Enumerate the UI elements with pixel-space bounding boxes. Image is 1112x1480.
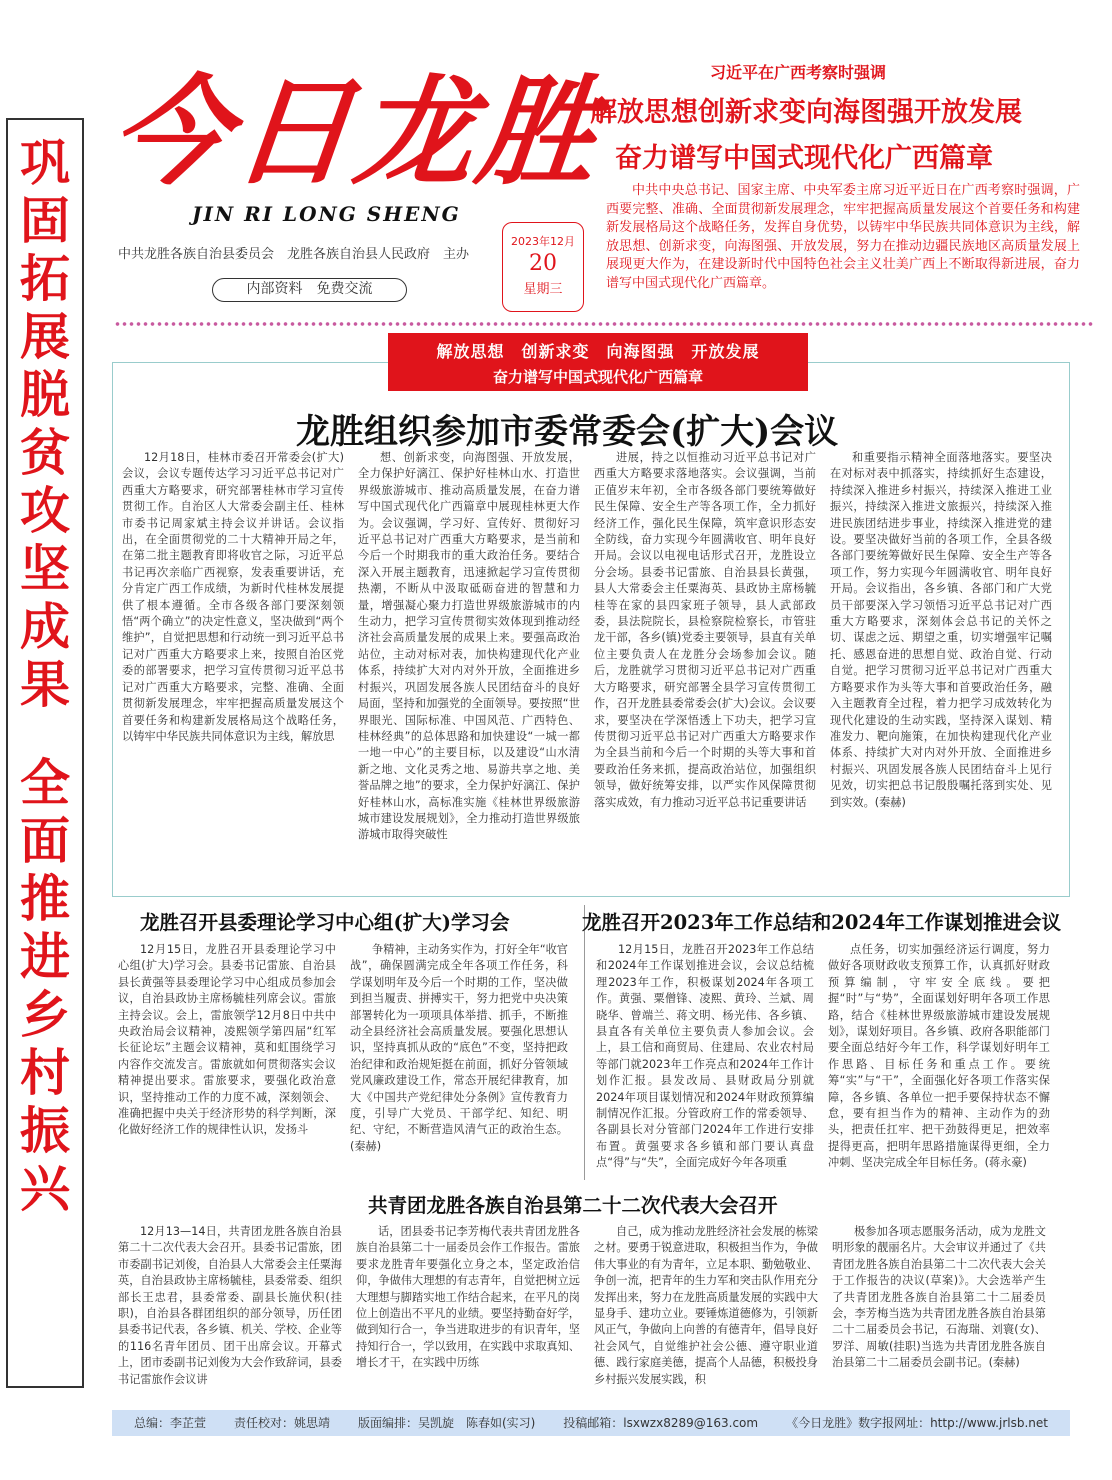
paragraph: 极参加各项志愿服务活动，成为龙胜文明形象的靓丽名片。大会审议并通过了《共青团龙胜各族自治县第二十二次代表大会关于工作报告的决议(草案)》。大会选举产生了共青团龙胜各族自治县第二十二届委员会，李芳梅当选为共青团龙胜各族自治县第二十二届委员会书记，石海瑞、刘寰(女)、罗洋、周敏(挂职)当选为共青团龙胜各族自治县第二十二届委员会副书记。(秦赫) <box>832 1225 1046 1370</box>
work-summary-body <box>596 942 1050 1184</box>
work-summary-title[interactable]: 龙胜召开2023年工作总结和2024年工作谋划推进会议 <box>582 911 1062 934</box>
paragraph: 12月18日，桂林市委召开常委会(扩大)会议，会议专题传达学习习近平总书记对广西重大方略要求，研究部署桂林市学习宣传贯彻工作。自治区人大常委会副主任、桂林市委书记周家斌主持会议并讲话。会议指出，在全面贯彻党的二十大精神开局之年，在第二批主题教育即将收官之际，习近平总书记再次亲临广西视察，发表重要讲话，充分肯定广西工作成绩，为新时代桂林发展提供了根本遵循。全市各级各部门要深刻领悟“两个确立”的决定性意义，坚决做到“两个维护”，自觉把思想和行动统一到习近平总书记对广西重大方略要求上来，按照自治区党委的部署要求，把学习宣传贯彻习近平总书记对广西重大方略要求，完整、准确、全面贯彻新发展理念，牢牢把握高质量发展这个首要任务和构建新发展格局这个战略任务，以铸牢中华民族共同体意识为主线，解放思 <box>122 451 344 743</box>
headline-lead: 中共中央总书记、国家主席、中央军委主席习近平近日在广西考察时强调，广西要完整、准确、全面贯彻新发展理念，牢牢把握高质量发展这个首要任务和构建新发展格局这个战略任务，发挥自身优势，以铸牢中华民族共同体意识为主线，解放思想、创新求变，向海图强、开放发展，努力在推动边疆民族地区高质量发展上展现更大作为，在建设新时代中国特色社会主义壮美广西上不断取得新进展，奋力谱写中国式现代化广西篇章。 <box>606 183 1080 291</box>
footer-website-link[interactable]: 《今日龙胜》数字报网址：http://www.jrlsb.net <box>786 1416 1048 1430</box>
masthead-name: 今日龙胜 <box>104 62 608 201</box>
paragraph: 想、创新求变，向海图强、开放发展，全力保护好漓江、保护好桂林山水、打造世界级旅游城市、推动高质量发展，在奋力谱写中国式现代化广西篇章中展现桂林更大作为。会议强调，学习好、宣传好、贯彻好习近平总书记对广西重大方略要求，是当前和今后一个时期我市的重大政治任务。要结合深入开展主题教育，迅速掀起学习宣传贯彻热潮，不断从中汲取砥砺奋进的智慧和力量，增强凝心聚力打造世界级旅游城市的内生动力，把学习宣传贯彻实效体现到推动经济社会高质量发展的成果上来。要强高政治站位，主动对标对表，加快构建现代化产业体系，持续扩大对内对外开放，全面推进乡村振兴，巩固发展各族人民团结奋斗的良好局面，坚持和加强党的全面领导。要按照“世界眼光、国际标准、中国风范、广西特色、桂林经典”的总体思路和加快建设“一城一都一地一中心”的主要目标，以及建设“山水清新之地、文化灵秀之地、易游共享之地、美誉品牌之地”的要求，全力保护好漓江、保护好桂林山水，高标准实施《桂林世界级旅游城市建设发展规划》，全力推动打造世界级旅游城市取得突破性 <box>358 451 580 842</box>
footer-bar <box>112 1410 1070 1436</box>
headline-kicker: 习近平在广西考察时强调 <box>710 63 887 82</box>
date-day: 20 <box>529 251 557 276</box>
dotted-divider <box>114 321 1094 327</box>
youth-league-body <box>118 1224 1046 1404</box>
vertical-slogan-line2: 全面推进乡村振兴 <box>20 754 70 1218</box>
theme-banner <box>388 333 808 391</box>
date-box <box>502 222 584 312</box>
date-weekday: 星期三 <box>523 282 563 297</box>
theory-study-col2 <box>350 942 568 1174</box>
theory-study-col1 <box>118 942 336 1174</box>
youth-league-col1 <box>118 1224 342 1404</box>
masthead-logo <box>104 62 608 226</box>
youth-league-col3 <box>594 1224 818 1404</box>
footer-layout: 版面编排：吴凯旋 陈春如(实习) <box>357 1416 536 1430</box>
main-article-col1 <box>122 450 344 890</box>
footer-editor: 总编：李芷萱 <box>133 1416 206 1430</box>
main-article-body <box>122 450 1052 890</box>
headline-main-1[interactable]: 解放思想创新求变向海图强开放发展 <box>590 97 1022 128</box>
headline-main-2[interactable]: 奋力谱写中国式现代化广西篇章 <box>615 143 993 174</box>
sponsor-line: 中共龙胜各族自治县委员会 龙胜各族自治县人民政府 主办 <box>118 247 470 262</box>
theory-study-title[interactable]: 龙胜召开县委理论学习中心组(扩大)学习会 <box>140 911 510 934</box>
main-article-col3 <box>594 450 816 890</box>
internal-note: 内部资料 免费交流 <box>212 278 407 302</box>
vertical-slogan-line1: 巩固拓展脱贫攻坚成果 <box>20 134 70 714</box>
paragraph: 12月15日，龙胜召开县委理论学习中心组(扩大)学习会。县委书记雷旅、自治县县长黄强等县委理论学习中心组成员参加会议，自治县政协主席杨毓桂列席会议。雷旅主持会议。会上，雷旅领学12月8日中共中央政治局会议精神，凌熙领学第四届“红军长征论坛”主题会议精神，莫和虹围绕学习内容作交流发言。雷旅就如何贯彻落实会议精神提出要求。雷旅要求，要强化政治意识，坚持推动工作的力度不减，深刻领会、准确把握中央关于经济形势的科学判断，深化做好经济工作的规律性认识，发扬斗 <box>118 943 336 1137</box>
footer-email-link[interactable]: 投稿邮箱：lsxwzx8289@163.com <box>563 1416 759 1430</box>
masthead-pinyin: JIN RI LONG SHENG <box>192 202 461 226</box>
theme-banner-row1: 解放思想 创新求变 向海图强 开放发展 <box>436 342 760 361</box>
theme-banner-row2: 奋力谱写中国式现代化广西篇章 <box>492 368 703 386</box>
main-article-col4 <box>830 450 1052 890</box>
paragraph: 点任务，切实加强经济运行调度，努力做好各项财政收支预算工作，认真抓好财政预算编制，守牢安全底线。要把握“时”与“势”，全面谋划好明年各项工作思路，结合《桂林世界级旅游城市建设发展规划》，谋划好项目。各乡镇、政府各职能部门要全面总结好今年工作，科学谋划好明年工作思路、目标任务和重点工作。要统筹“实”与“干”，全面强化好各项工作落实保障，各乡镇、各单位一把手要保持状态不懈怠，要有担当作为的精神、主动作为的劲头，把责任扛牢、把干劲鼓得更足，把效率提得更高，把明年思路措施谋得更细，全力冲刺、坚决完成全年目标任务。(蒋永豪) <box>828 943 1050 1170</box>
vertical-slogan-box <box>6 118 84 1388</box>
paragraph: 12月13—14日，共青团龙胜各族自治县第二十二次代表大会召开。县委书记雷旅，团市委副书记刘俊，自治县人大常委会主任粟海英，自治县政协主席杨毓桂，县委常委、组织部长王忠君，县委常委、副县长施伏积(挂职)，自治县各群团组织的部分领导，历任团县委书记代表，各乡镇、机关、学校、企业等的116名青年团员、团干出席会议。开幕式上，团市委副书记刘俊为大会作致辞词，县委书记雷旅作会议讲 <box>118 1225 342 1386</box>
column-divider <box>584 905 585 1180</box>
paragraph: 和重要指示精神全面落地落实。要坚决在对标对表中抓落实，持续抓好生态建设，持续深入推进乡村振兴，持续深入推进工业振兴，持续深入推进文旅振兴，持续深入推进民族团结进步事业，持续深入推进党的建设。要坚决做好当前的各项工作，全县各级各部门要统筹做好民生保障、安全生产等各项工作，努力实现今年圆满收官、明年良好开局。会议指出，各乡镇、各部门和广大党员干部要深入学习领悟习近平总书记对广西重大方略要求，深刻体会总书记的关怀之切、谋虑之远、期望之重，切实增强牢记嘱托、感恩奋进的思想自觉、政治自觉、行动自觉。把学习贯彻习近平总书记对广西重大方略要求作为头等大事和首要政治任务，融入主题教育全过程，着力把学习成效转化为现代化建设的生动实践，坚持深入谋划、精准发力、靶向施策，在加快构建现代化产业体系、持续扩大对内对外开放、全面推进乡村振兴、巩固发展各族人民团结奋斗上见行见效，切实把总书记殷殷嘱托落到实处、见到实效。(秦赫) <box>830 451 1052 809</box>
youth-league-col4 <box>832 1224 1046 1404</box>
paragraph: 12月15日，龙胜召开2023年工作总结和2024年工作谋划推进会议，会议总结梳理2023年工作，积极谋划2024年各项工作。黄强、粟僧锋、凌熙、黄玲、兰斌、周晓华、曾端兰、蒋文明、杨光伟、各乡镇、县直各有关单位主要负责人参加会议。会上，县工信和商贸局、住建局、农业农村局等部门就2023年工作亮点和2024年工作计划作汇报。县发改局、县财政局分别就2024年项目谋划情况和2024年财政预算编制情况作汇报。分管政府工作的常委领导、各副县长对分管部门2024年工作进行安排布置。黄强要求各乡镇和部门要认真盘点“得”与“失”，全面完成好今年各项重 <box>596 943 814 1170</box>
date-year-month: 2023年12月 <box>511 235 575 248</box>
youth-league-title[interactable]: 共青团龙胜各族自治县第二十二次代表大会召开 <box>368 1194 778 1217</box>
work-summary-col2 <box>828 942 1050 1184</box>
main-article-col2 <box>358 450 580 890</box>
youth-league-col2 <box>356 1224 580 1404</box>
footer-proof: 责任校对：姚思靖 <box>233 1416 330 1430</box>
main-article-title[interactable]: 龙胜组织参加市委常委会(扩大)会议 <box>296 412 839 452</box>
work-summary-col1 <box>596 942 814 1184</box>
paragraph: 话，团县委书记李芳梅代表共青团龙胜各族自治县第二十一届委员会作工作报告。雷旅要求龙胜青年要强化立身之本，坚定政治信仰，争做伟大理想的有志青年，自觉把树立远大理想与脚踏实地工作结合起来，在平凡的岗位上创造出不平凡的业绩。要坚持勤奋好学，做到知行合一，争当进取进步的有识青年，坚持知行合一，学以致用，在实践中求取真知、增长才干，在实践中历练 <box>356 1225 580 1370</box>
paragraph: 争精神，主动务实作为，打好全年“收官战”，确保圆满完成全年各项工作任务，科学谋划明年及今后一个时期的工作，坚决做到担当履责、拼搏实干，努力把党中央决策部署转化为一项项具体举措、抓手，不断推动全县经济社会高质量发展。要强化思想认识，坚持真抓从政的“底色”不变，坚持把政治纪律和政治规矩挺在前面，抓好分管领域党风廉政建设工作，常态开展纪律教育，加大《中国共产党纪律处分条例》宣传教育力度，引导广大党员、干部学纪、知纪、明纪、守纪，不断营造风清气正的政治生态。(秦赫) <box>350 943 568 1153</box>
paragraph: 自己，成为推动龙胜经济社会发展的栋梁之材。要勇于锐意进取，积极担当作为，争做伟大事业的有为青年，立足本职、勤勉敬业、争创一流，把青年的生力军和突击队作用充分发挥出来，努力在龙胜高质量发展的实践中大显身手、建功立业。要锤炼道德修为，引领新风正气，争做向上向善的有德青年，倡导良好社会风气，自觉维护社会公德、遵守职业道德、践行家庭美德，提高个人品德，积极投身乡村振兴发展实践，积 <box>594 1225 818 1386</box>
paragraph: 进展，持之以恒推动习近平总书记对广西重大方略要求落地落实。会议强调，当前正值岁末年初，全市各级各部门要统筹做好民生保障、安全生产等各项工作，全力抓好经济工作，强化民生保障，筑牢意识形态安全防线，奋力实现今年圆满收官、明年良好开局。会议以电视电话形式召开，龙胜设立分会场。县委书记雷旅、自治县县长黄强，县人大常委会主任粟海英、县政协主席杨毓桂等在家的县四家班子领导，县人武部政委，县法院院长，县检察院检察长，市管驻龙干部，各乡(镇)党委主要领导，县直有关单位主要负责人在龙胜分会场参加会议。随后，龙胜就学习贯彻习近平总书记对广西重大方略要求，研究部署全县学习宣传贯彻工作，召开龙胜县委常委会(扩大)会议。会议要求，要坚决在学深悟透上下功夫，把学习宣传贯彻习近平总书记对广西重大方略要求作为全县当前和今后一个时期的头等大事和首要政治任务来抓，提高政治站位，加强组织领导，做好统筹安排，以严实作风保障贯彻落实成效，有力推动习近平总书记重要讲话 <box>594 451 816 809</box>
theory-study-body <box>118 942 568 1174</box>
